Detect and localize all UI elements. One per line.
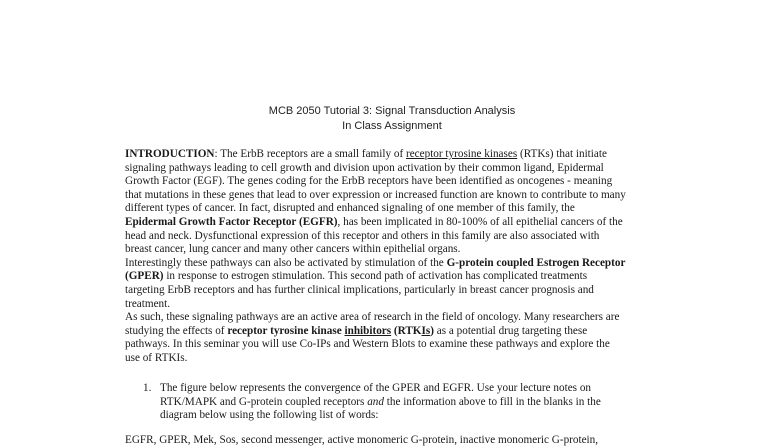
intro-line-9: Interestingly these pathways can also be activated by stimulation of the G-protein coupled Estrogen Receptor xyxy=(125,256,626,269)
intro-line-15: pathways. In this seminar you will use Co-IPs and Western Blots to examine these pathways and explore the xyxy=(125,338,610,351)
word-list: EGFR, GPER, Mek, Sos, second messenger, active monomeric G-protein, inactive monomeric G-protein, xyxy=(125,434,599,446)
question-number: 1. xyxy=(143,382,152,394)
intro-heading: INTRODUCTION xyxy=(125,148,215,160)
intro-line-5: different types of cancer. In fact, disrupted and enhanced signaling of one member of this family, the xyxy=(125,202,575,215)
egfr-term: Epidermal Growth Factor Receptor (EGFR) xyxy=(125,215,338,228)
intro-line-6: Epidermal Growth Factor Receptor (EGFR), has been implicated in 80-100% of all epithelial cancers of the xyxy=(125,215,623,228)
intro-line-4: that mutations in these genes that lead to over expression or increased function are known to contribute to many xyxy=(125,188,626,201)
intro-line-11: targeting ErbB receptors and has further clinical implications, particularly in breast cancer prognosis and xyxy=(125,283,594,296)
intro-line-1: INTRODUCTION: The ErbB receptors are a small family of receptor tyrosine kinases (RTKs) that initiate xyxy=(125,148,607,160)
intro-line-16: use of RTKIs. xyxy=(125,351,188,364)
intro-line-12: treatment. xyxy=(125,297,171,310)
intro-line-8: breast cancer, lung cancer and many other cancers within epithelial organs. xyxy=(125,243,461,256)
gper-term: G-protein coupled Estrogen Receptor xyxy=(446,256,626,269)
document-title: MCB 2050 Tutorial 3: Signal Transduction Analysis xyxy=(268,105,516,117)
intro-line-14: studying the effects of receptor tyrosine kinase inhibitors (RTKIs) as a potential drug targeting these xyxy=(125,324,588,337)
document-subtitle: In Class Assignment xyxy=(342,120,442,132)
rtk-link: receptor tyrosine kinases xyxy=(405,148,518,160)
intro-line-10: (GPER) in response to estrogen stimulation. This second path of activation has complicated treatments xyxy=(125,270,588,283)
question-text: The figure below represents the convergence of the GPER and EGFR. Use your lecture notes on RTK/MAPK and G-protein coupled receptors and the information above to fill in the blanks in the diagram below using the following list of words: xyxy=(160,382,601,422)
rtki-term: receptor tyrosine kinase inhibitors (RTKIs) xyxy=(227,324,434,337)
intro-line-2: signaling pathways leading to cell growth and division upon activation by their common ligand, Epidermal xyxy=(125,161,604,174)
introduction-section xyxy=(125,148,665,366)
intro-line-13: As such, these signaling pathways are an active area of research in the field of oncology. Many researchers are xyxy=(125,311,620,324)
intro-line-7: head and neck. Dysfunctional expression of this receptor and others in this family are also associated with xyxy=(125,229,600,242)
intro-line-3: Growth Factor (EGF). The genes coding for the ErbB receptors have been identified as oncogenes - meaning xyxy=(125,175,613,188)
